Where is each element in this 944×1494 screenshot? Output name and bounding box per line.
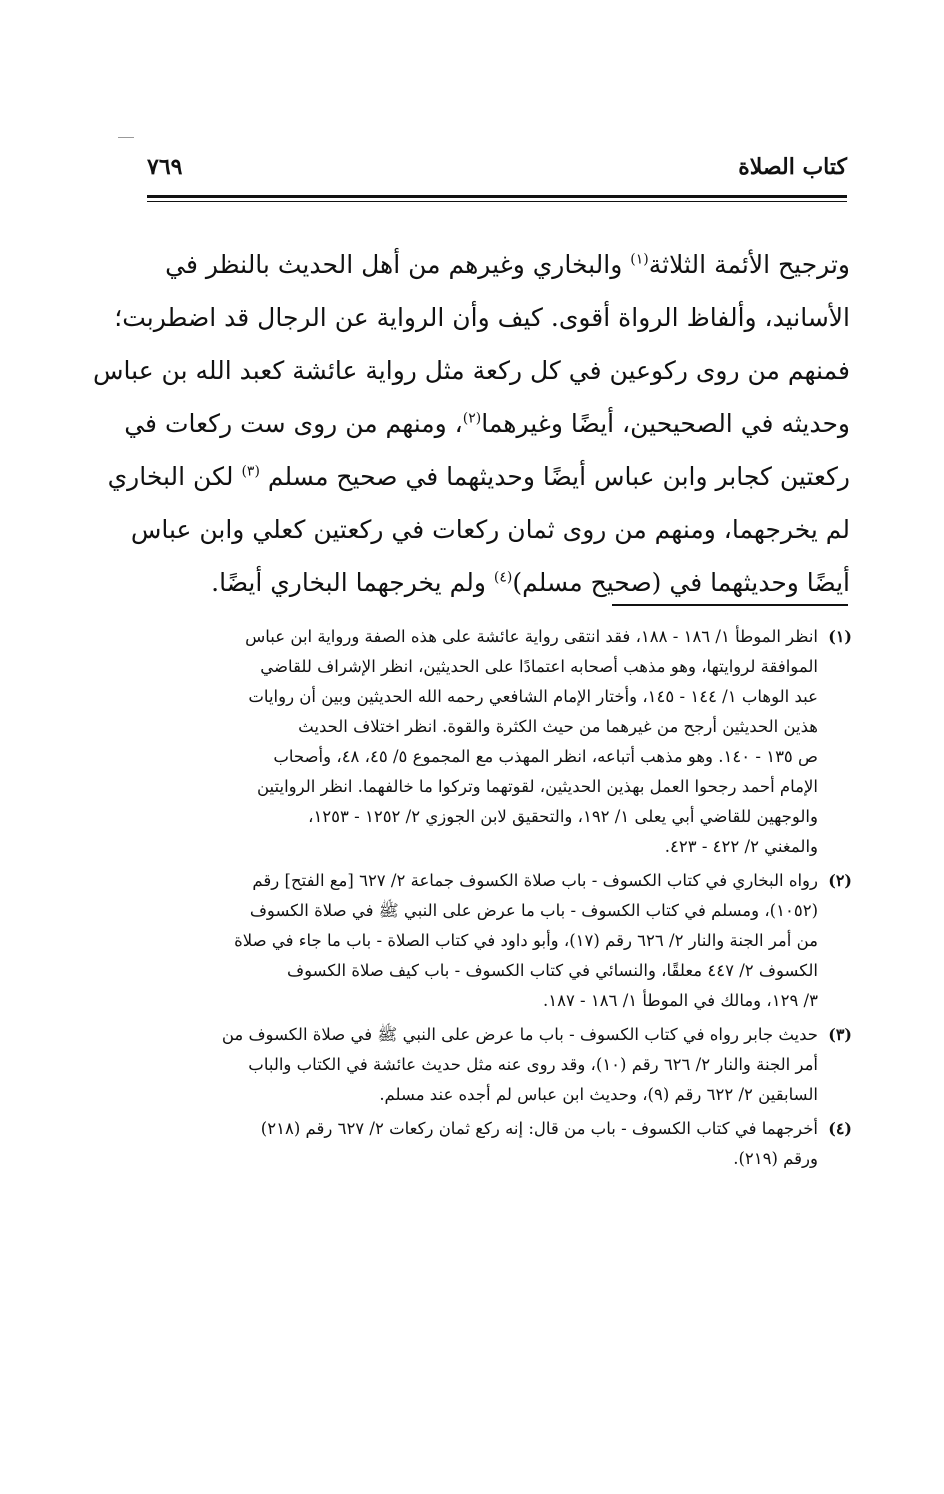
main-text-line: لم يخرجهما، ومنهم من روى ثمان ركعات في ركعتين كعلي وابن عباس (130, 515, 850, 544)
scan-mark (118, 137, 134, 138)
main-text-line: وحديثه في الصحيحين، أيضًا وغيرهما$^{(٢)}$، ومنهم من روى ست ركعات في (124, 409, 850, 438)
footnote-line: الموافقة لروايتها، وهو مذهب أصحابه اعتمادًا على الحديثين، انظر الإشراف للقاضي (260, 657, 818, 676)
header-rule (147, 195, 847, 198)
footnote-line: هذين الحديثين أرجح من غيرهما من حيث الكثرة والقوة. انظر اختلاف الحديث (298, 717, 818, 736)
footnote-reference: (٣) (241, 463, 260, 480)
main-text-line: الأسانيد، وألفاظ الرواة أقوى. كيف وأن الرواية عن الرجال قد اضطربت؛ (114, 303, 850, 332)
footnote-number: (٣) (828, 1025, 852, 1044)
footnote-reference: (٢) (462, 410, 482, 427)
main-text (93, 238, 850, 609)
footnote-reference: (١) (630, 251, 649, 268)
footnote-number: (٤) (828, 1119, 852, 1138)
footnote-line: ورقم (٢١٩). (733, 1149, 818, 1168)
footnote-line: والمغني ٢/ ٤٢٢ - ٤٢٣. (664, 837, 818, 856)
footnote-3 (140, 1020, 852, 1110)
footnote-line: (١٠٥٢)، ومسلم في كتاب الكسوف - باب ما عرض على النبي ﷺ في صلاة الكسوف (249, 901, 818, 920)
footnote-number: (٢) (828, 871, 852, 890)
footnote-line: ٣/ ١٢٩، ومالك في الموطأ ١/ ١٨٦ - ١٨٧. (542, 991, 818, 1010)
footnote-line: رواه البخاري في كتاب الكسوف - باب صلاة الكسوف جماعة ٢/ ٦٢٧ [مع الفتح] رقم (252, 871, 818, 890)
footnote-line: أخرجهما في كتاب الكسوف - باب من قال: إنه ركع ثمان ركعات ٢/ ٦٢٧ رقم (٢١٨) (260, 1119, 818, 1138)
running-title: كتاب الصلاة (738, 154, 847, 180)
footnote-number: (١) (828, 627, 852, 646)
footnote-separator (612, 604, 848, 606)
footnote-line: عبد الوهاب ١/ ١٤٤ - ١٤٥، وأختار الإمام الشافعي رحمه الله الحديثين وبين أن روايات (248, 687, 818, 706)
footnote-1 (140, 622, 852, 862)
main-text-line: فمنهم من روى ركوعين في كل ركعة مثل رواية عائشة كعبد الله بن عباس (93, 356, 850, 385)
footnote-line: والوجهين للقاضي أبي يعلى ١/ ١٩٢، والتحقيق لابن الجوزي ٢/ ١٢٥٢ - ١٢٥٣، (308, 807, 818, 826)
header-rule-thin (147, 201, 847, 202)
footnote-line: انظر الموطأ ١/ ١٨٦ - ١٨٨، فقد انتقى رواية عائشة على هذه الصفة ورواية ابن عباس (245, 627, 818, 646)
footnote-line: ص ١٣٥ - ١٤٠. وهو مذهب أتباعه، انظر المهذب مع المجموع ٥/ ٤٥، ٤٨، وأصحاب (273, 747, 818, 766)
footnote-4 (140, 1114, 852, 1174)
footnote-line: من أمر الجنة والنار ٢/ ٦٢٦ رقم (١٧)، وأبو داود في كتاب الصلاة - باب ما جاء في صلاة (234, 931, 818, 950)
main-text-line: وترجيح الأئمة الثلاثة$^{(١)}$ والبخاري وغيرهم من أهل الحديث بالنظر في (165, 250, 850, 279)
footnote-line: الإمام أحمد رجحوا العمل بهذين الحديثين، لقوتهما وتركوا ما خالفهما. انظر الروايتين (256, 777, 818, 796)
main-text-line: أيضًا وحديثهما في (صحيح مسلم)$^{(٤)}$ ولم يخرجهما البخاري أيضًا. (211, 568, 850, 597)
footnote-2 (140, 866, 852, 1016)
footnote-line: السابقين ٢/ ٦٢٢ رقم (٩)، وحديث ابن عباس لم أجده عند مسلم. (379, 1085, 818, 1104)
footnotes (140, 622, 852, 1178)
page-header (147, 150, 847, 190)
footnote-line: الكسوف ٢/ ٤٤٧ معلقًا، والنسائي في كتاب الكسوف - باب كيف صلاة الكسوف (287, 961, 818, 980)
footnote-line: أمر الجنة والنار ٢/ ٦٢٦ رقم (١٠)، وقد روى عنه مثل حديث عائشة في الكتاب والباب (248, 1055, 818, 1074)
footnote-line: حديث جابر رواه في كتاب الكسوف - باب ما عرض على النبي ﷺ في صلاة الكسوف من (221, 1025, 818, 1044)
page-number: ٧٦٩ (147, 154, 183, 180)
footnote-reference: (٤) (493, 569, 513, 586)
main-text-line: ركعتين كجابر وابن عباس أيضًا وحديثهما في صحيح مسلم $^{(٣)}$ لكن البخاري (107, 462, 850, 491)
